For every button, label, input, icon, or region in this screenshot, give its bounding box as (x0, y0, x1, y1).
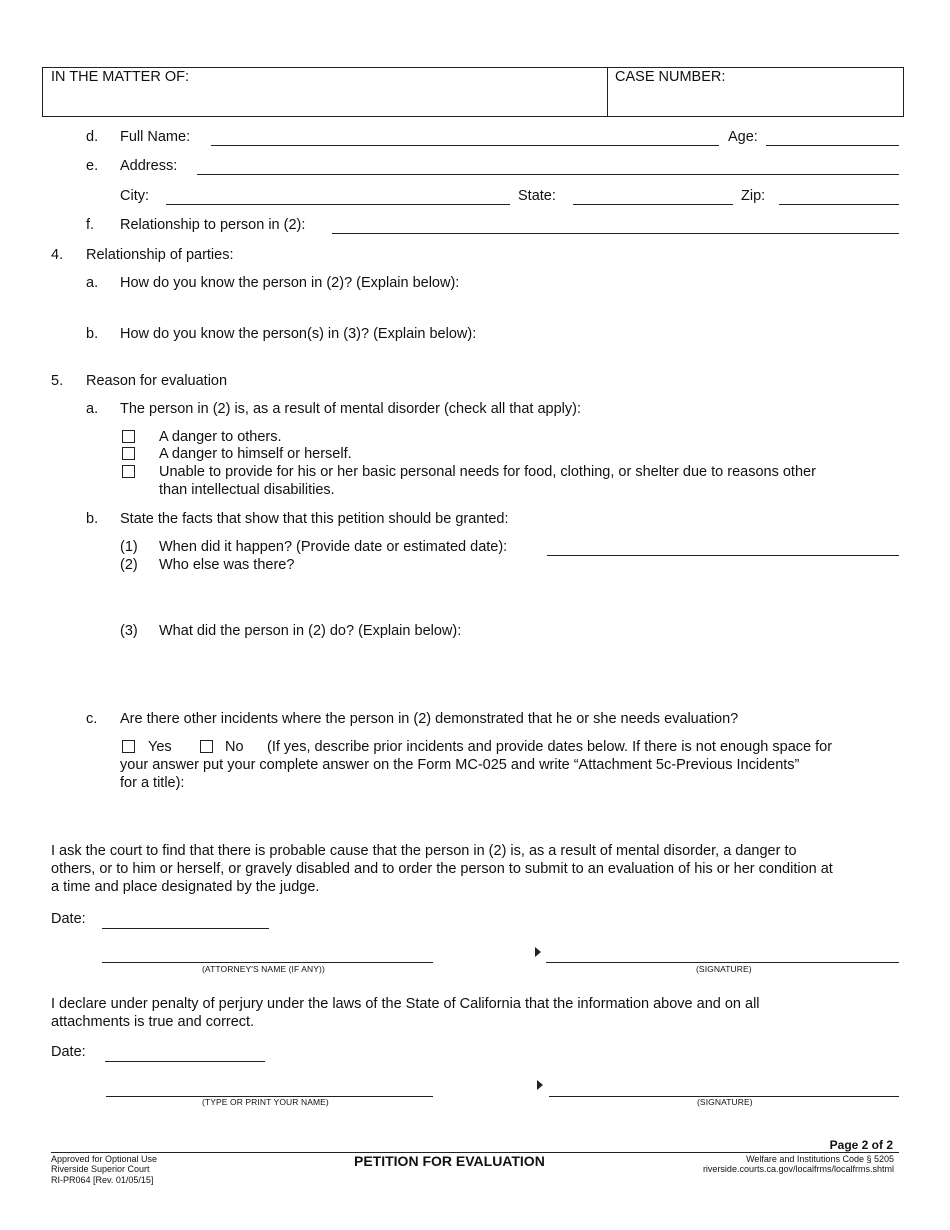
request-line2: others, or to him or herself, or gravely disabled and to order the person to submit to an evaluation of his or her condition at (51, 861, 833, 877)
item-4-number: 4. (51, 247, 64, 263)
option-gravely-disabled-cont: than intellectual disabilities. (159, 482, 335, 498)
incident-date-field[interactable] (547, 555, 899, 556)
yes-label: Yes (148, 739, 172, 755)
page-number: Page 2 of 2 (829, 1138, 893, 1152)
full-name-label: Full Name: (120, 129, 191, 145)
danger-to-others-checkbox[interactable] (122, 430, 135, 443)
item-4a-text: How do you know the person in (2)? (Explain below): (120, 275, 460, 291)
declaration-line1: I declare under penalty of perjury under the laws of the State of California that the information above and on all (51, 996, 760, 1012)
footer-url: riverside.courts.ca.gov/localfrms/localfrms.shtml (702, 1164, 894, 1174)
no-checkbox[interactable] (200, 740, 213, 753)
declaration-date-field[interactable] (105, 1061, 265, 1062)
attorney-name-caption: (ATTORNEY'S NAME (IF ANY)) (202, 964, 325, 974)
city-field[interactable] (166, 204, 510, 205)
footer-code: Welfare and Institutions Code § 5205 (746, 1154, 894, 1164)
item-5b3-number: (3) (120, 623, 138, 639)
item-4a-letter: a. (86, 275, 99, 291)
item-5a-letter: a. (86, 401, 99, 417)
footer-approved: Approved for Optional Use (51, 1154, 158, 1164)
attorney-name-field[interactable] (102, 962, 433, 963)
signature-arrow-icon (535, 947, 541, 957)
item-5c-note-line3: for a title): (120, 775, 185, 791)
item-5c-text: Are there other incidents where the person in (2) demonstrated that he or she needs evaluation? (120, 711, 739, 727)
item-5c-note-line1: (If yes, describe prior incidents and provide dates below. If there is not enough space for (267, 739, 833, 755)
request-date-field[interactable] (102, 928, 269, 929)
footer-court: Riverside Superior Court (51, 1164, 150, 1174)
request-date-label: Date: (51, 911, 86, 927)
state-label: State: (518, 188, 556, 204)
item-5b1-number: (1) (120, 539, 138, 555)
item-4b-letter: b. (86, 326, 99, 342)
item-d-letter: d. (86, 129, 99, 145)
option-danger-others: A danger to others. (159, 429, 282, 445)
signature-arrow-icon (537, 1080, 543, 1090)
item-5a-text: The person in (2) is, as a result of mental disorder (check all that apply): (120, 401, 581, 417)
zip-field[interactable] (779, 204, 899, 205)
item-5b2-number: (2) (120, 557, 138, 573)
age-label: Age: (728, 129, 758, 145)
printed-name-caption: (TYPE OR PRINT YOUR NAME) (202, 1097, 329, 1107)
attorney-signature-caption: (SIGNATURE) (696, 964, 752, 974)
item-5b1-text: When did it happen? (Provide date or estimated date): (159, 539, 508, 555)
full-name-field[interactable] (211, 145, 719, 146)
no-label: No (225, 739, 244, 755)
gravely-disabled-checkbox[interactable] (122, 465, 135, 478)
item-e-letter: e. (86, 158, 99, 174)
option-gravely-disabled: Unable to provide for his or her basic personal needs for food, clothing, or shelter due to reasons other (159, 464, 816, 480)
city-label: City: (120, 188, 149, 204)
item-5b3-text: What did the person in (2) do? (Explain below): (159, 623, 462, 639)
relationship-label: Relationship to person in (2): (120, 217, 306, 233)
request-line3: a time and place designated by the judge. (51, 879, 320, 895)
matter-label: IN THE MATTER OF: (51, 69, 190, 85)
item-5-number: 5. (51, 373, 64, 389)
option-danger-self: A danger to himself or herself. (159, 446, 352, 462)
yes-checkbox[interactable] (122, 740, 135, 753)
danger-to-self-checkbox[interactable] (122, 447, 135, 460)
state-field[interactable] (573, 204, 733, 205)
attorney-signature-field[interactable] (546, 962, 899, 963)
item-4b-text: How do you know the person(s) in (3)? (Explain below): (120, 326, 477, 342)
footer-form-id: RI-PR064 [Rev. 01/05/15] (51, 1175, 154, 1185)
item-5c-note-line2: your answer put your complete answer on the Form MC-025 and write “Attachment 5c-Previous Incidents” (120, 757, 800, 773)
item-5b-text: State the facts that show that this petition should be granted: (120, 511, 509, 527)
request-line1: I ask the court to find that there is probable cause that the person in (2) is, as a result of mental disorder, a danger to (51, 843, 797, 859)
declaration-line2: attachments is true and correct. (51, 1014, 255, 1030)
relationship-field[interactable] (332, 233, 899, 234)
item-4-title: Relationship of parties: (86, 247, 234, 263)
age-field[interactable] (766, 145, 899, 146)
item-5c-letter: c. (86, 711, 98, 727)
zip-label: Zip: (741, 188, 766, 204)
item-5b2-text: Who else was there? (159, 557, 295, 573)
declaration-date-label: Date: (51, 1044, 86, 1060)
case-number-label: CASE NUMBER: (615, 69, 726, 85)
item-f-letter: f. (86, 217, 95, 233)
form-title: PETITION FOR EVALUATION (354, 1153, 545, 1169)
item-5b-letter: b. (86, 511, 99, 527)
address-field[interactable] (197, 174, 899, 175)
declarant-signature-caption: (SIGNATURE) (697, 1097, 753, 1107)
address-label: Address: (120, 158, 178, 174)
item-5-title: Reason for evaluation (86, 373, 228, 389)
